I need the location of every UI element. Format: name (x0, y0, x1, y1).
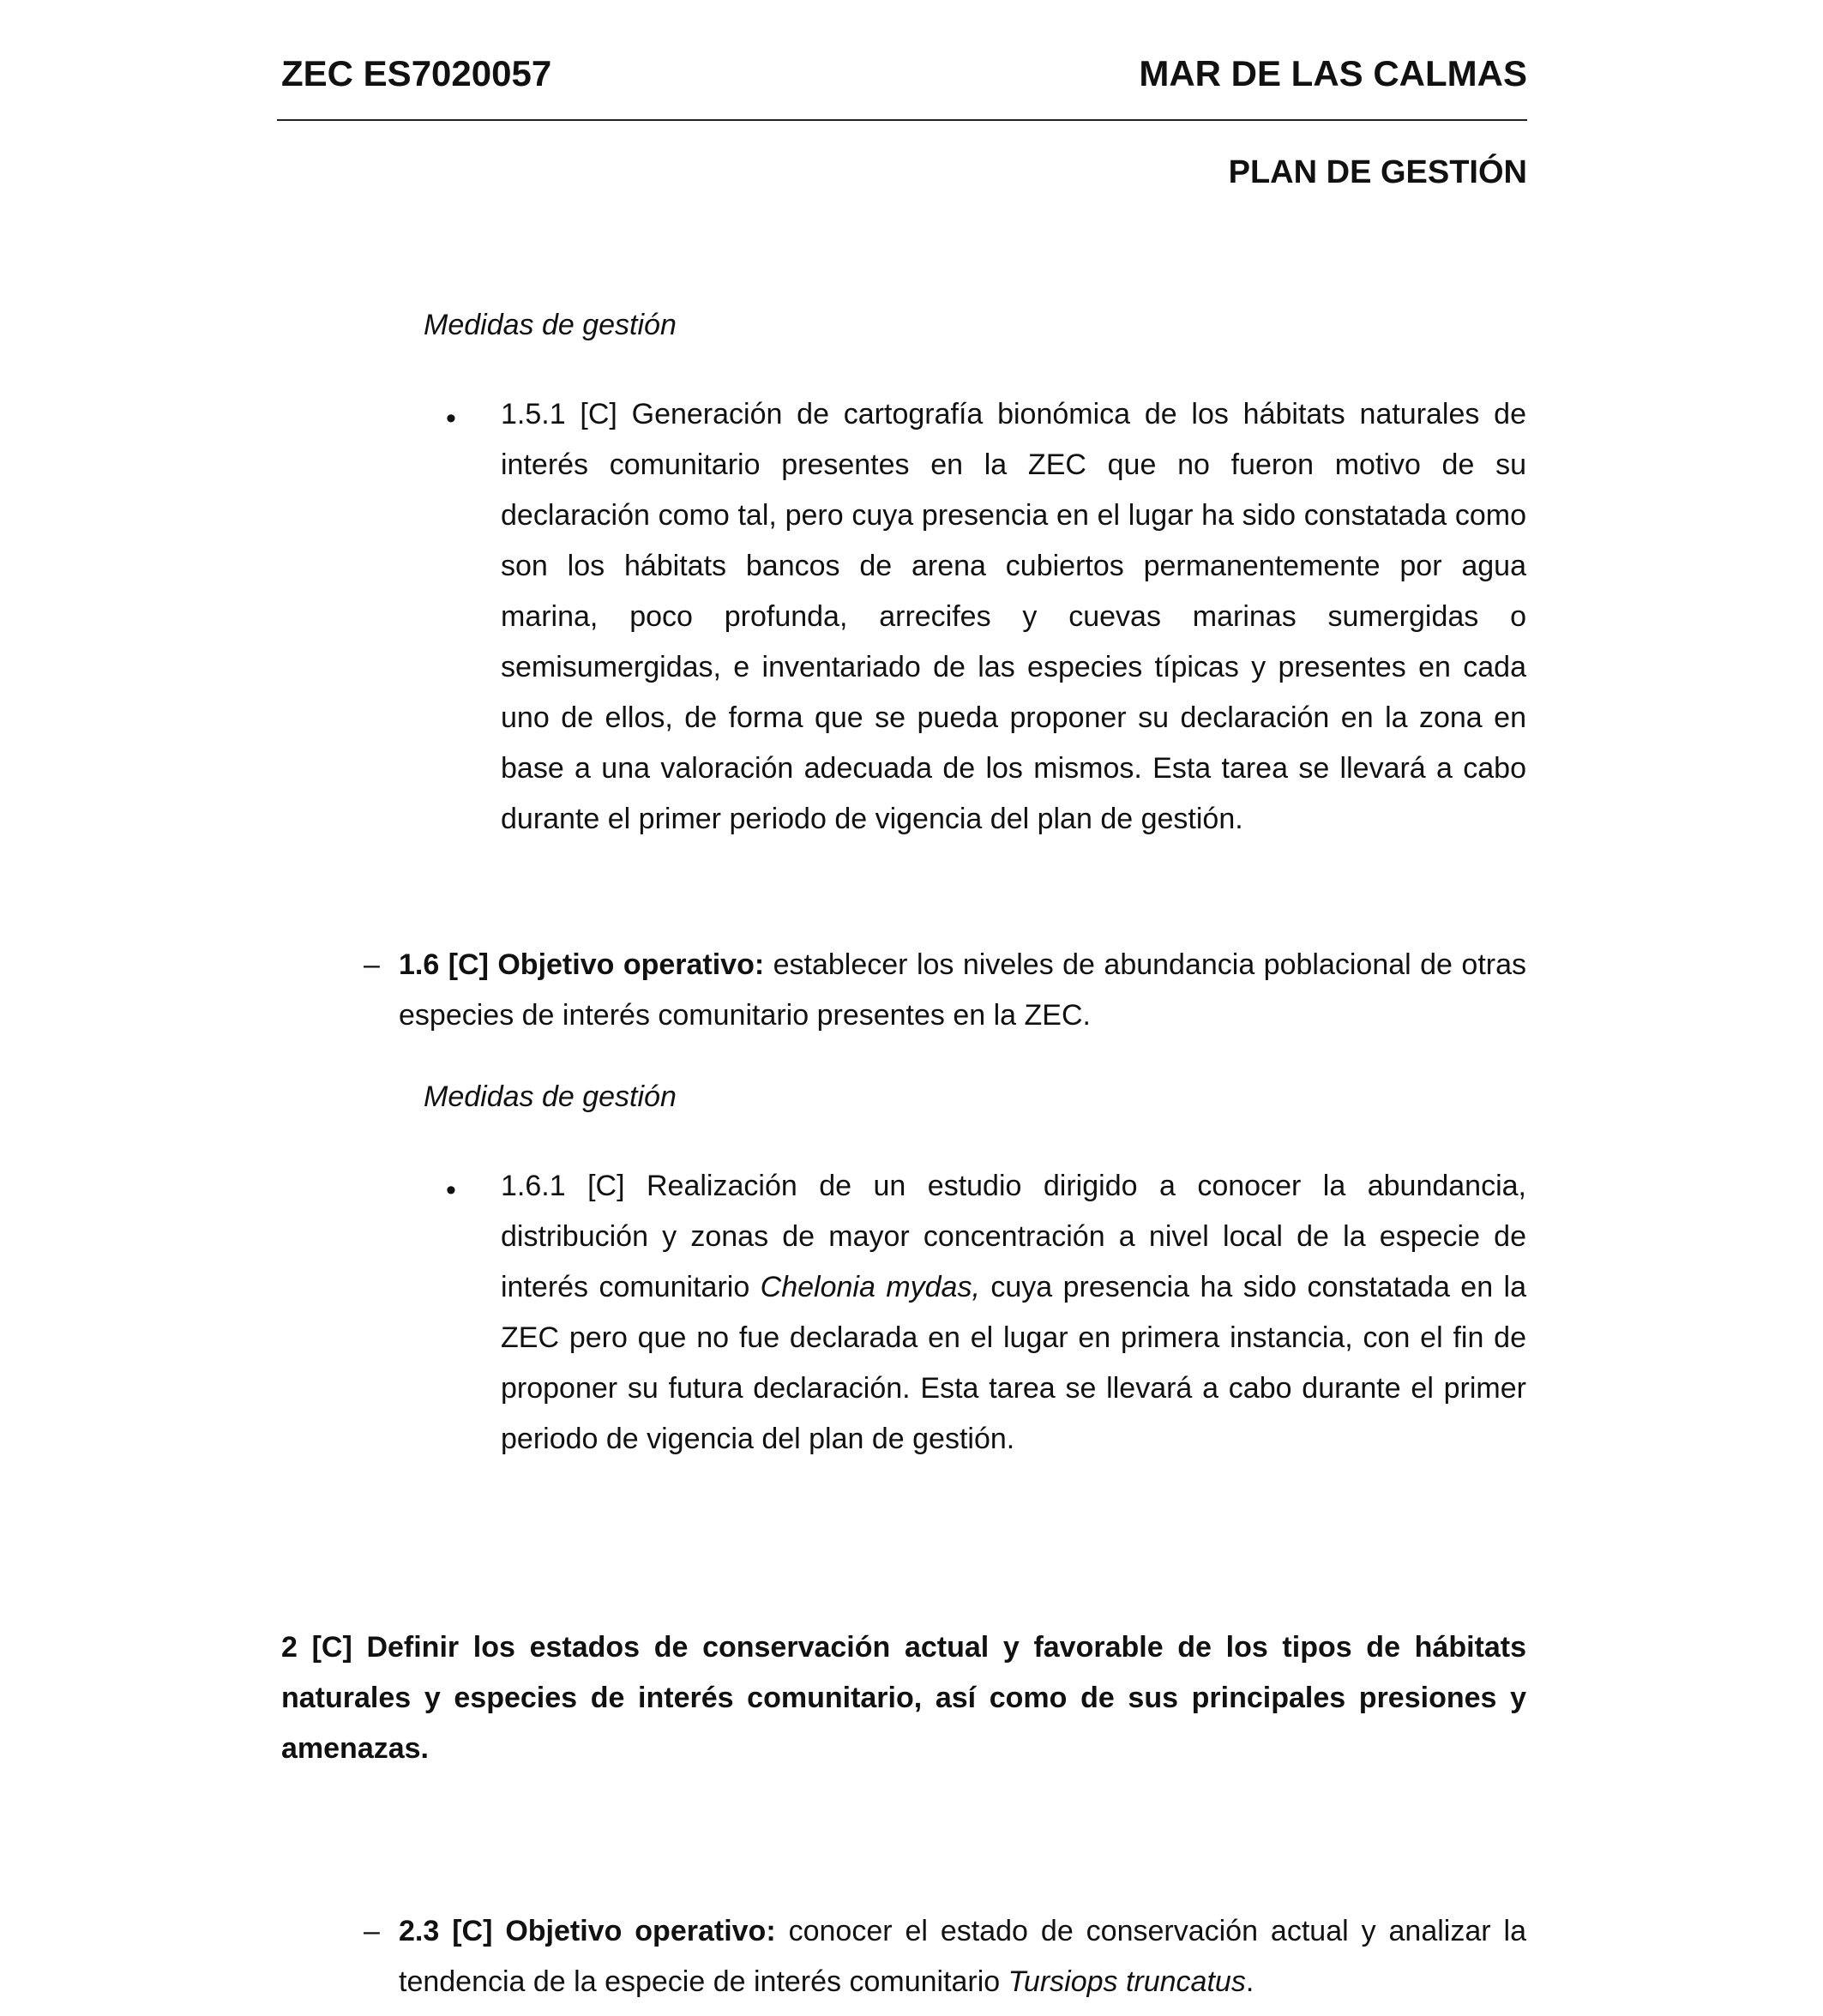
header-site-name: MAR DE LAS CALMAS (1139, 53, 1527, 93)
objective-label: 1.6 [C] Objetivo operativo: (399, 948, 765, 981)
dash-marker: – (364, 948, 380, 981)
measure-text: 1.6.1 [C] Realización de un estudio dirigido a conocer la abundancia, distribución y zonas de mayor concentración a nivel local de la especie de interés comunitario (501, 1170, 1526, 1303)
operative-objective-2-3 (399, 1906, 1526, 2007)
objective-text: conocer el estado de conservación actual y analizar la tendencia de la especie de interés comunitario (399, 1915, 1526, 1998)
operative-objective-1-6 (399, 940, 1526, 1041)
objective-label: 2.3 [C] Objetivo operativo: (399, 1915, 776, 1947)
objective-text: establecer los niveles de abundancia poblacional de otras especies de interés comunitario presentes en la ZEC. (399, 948, 1526, 1032)
dash-marker: – (364, 1915, 380, 1947)
species-name: Chelonia mydas, (760, 1271, 980, 1303)
measure-item-1-6-1 (501, 1161, 1526, 1465)
conservation-goal-2: 2 [C] Definir los estados de conservación actual y favorable de los tipos de hábitats naturales y especies de interés comunitario, así como de sus principales presiones y amenazas. (281, 1631, 1526, 1765)
measures-heading-1-5: Medidas de gestión (424, 309, 677, 341)
measures-heading-1-6: Medidas de gestión (424, 1080, 677, 1113)
header-divider (277, 119, 1527, 121)
header-site-code: ZEC ES7020057 (281, 53, 552, 93)
species-name: Tursiops truncatus (1008, 1965, 1246, 1998)
measure-text: cuya presencia ha sido constatada en la ZEC pero que no fue declarada en el lugar en primera instancia, con el fin de proponer su futura declaración. Esta tarea se llevará a cabo durante el primer periodo de vigencia del plan de gestión. (501, 1271, 1527, 1455)
measure-item-1-5-1: 1.5.1 [C] Generación de cartografía bionómica de los hábitats naturales de interés comunitario presentes en la ZEC que no fueron motivo de su declaración como tal, pero cuya presencia en el lugar ha sido constatada como son los hábitats bancos de arena cubiertos permanentemente por agua marina, poco profunda, arrecifes y cuevas marinas sumergidas o semisumergidas, e inventariado de las especies típicas y presentes en cada uno de ellos, de forma que se pueda proponer su declaración en la zona en base a una valoración adecuada de los mismos. Esta tarea se llevará a cabo durante el primer periodo de vigencia del plan de gestión. (501, 398, 1526, 835)
objective-text: . (1245, 1965, 1254, 1998)
bullet-marker: • (446, 1174, 456, 1207)
bullet-marker: • (446, 402, 456, 435)
header-subtitle: PLAN DE GESTIÓN (1228, 154, 1527, 190)
